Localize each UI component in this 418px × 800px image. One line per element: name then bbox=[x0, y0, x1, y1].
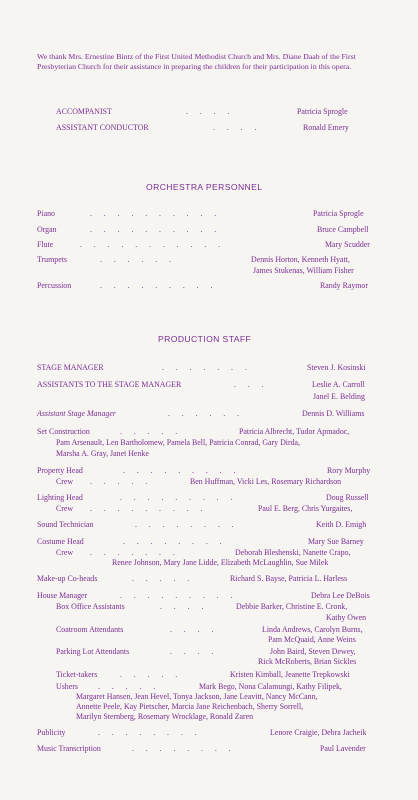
sound-label: Sound Technician bbox=[37, 520, 94, 529]
assistants-label: ASSISTANTS TO THE STAGE MANAGER bbox=[37, 380, 182, 389]
leader-dots: . . . . . bbox=[98, 682, 156, 691]
leader-dots: . . . . . . . bbox=[90, 548, 175, 557]
costume-crew-label: Crew bbox=[56, 548, 74, 557]
assistant-conductor-label: ASSISTANT CONDUCTOR bbox=[56, 123, 149, 132]
orchestra-heading: ORCHESTRA PERSONNEL bbox=[146, 182, 263, 192]
ushers-names-4: Marilyn Sternberg, Rosemary Wrocklage, Ronald Zaren bbox=[76, 712, 254, 721]
house-manager-label: House Manager bbox=[37, 591, 88, 600]
box-office-names-1: Debbie Barker, Christine E. Cronk, bbox=[236, 602, 348, 611]
property-crew-label: Crew bbox=[56, 477, 74, 486]
trumpets-names-1: Dennis Horton, Kenneth Hyatt, bbox=[251, 255, 350, 264]
sound-name: Keith D. Emigh bbox=[316, 520, 367, 529]
accompanist-name: Patricia Sprogle bbox=[297, 107, 348, 116]
percussion-name: Randy Raymor bbox=[320, 281, 368, 290]
parking-names-1: John Baird, Steven Dewey, bbox=[270, 647, 356, 656]
organ-label: Organ bbox=[37, 225, 57, 234]
assistants-name-2: Janel E. Belding bbox=[313, 392, 365, 401]
leader-dots: . . . . . . . . . bbox=[120, 591, 233, 600]
accompanist-label: ACCOMPANIST bbox=[56, 107, 112, 116]
leader-dots: . . . . . . . . . . . bbox=[80, 240, 221, 249]
costume-head-label: Costume Head bbox=[37, 537, 84, 546]
piano-name: Patricia Sprogle bbox=[313, 209, 364, 218]
intro-paragraph: We thank Mrs. Ernestine Bintz of the First United Methodist Church and Mrs. Diane Daab of the First Presbyterian Church for their assistance in preparing the children for their participation in this opera. bbox=[37, 52, 356, 72]
property-head-label: Property Head bbox=[37, 466, 83, 475]
asm-label: Assistant Stage Manager bbox=[37, 409, 116, 418]
ushers-label: Ushers bbox=[56, 682, 78, 691]
lighting-head-label: Lighting Head bbox=[37, 493, 83, 502]
parking-label: Parking Lot Attendants bbox=[56, 647, 130, 656]
coatroom-names-2: Pam McQuaid, Anne Weins bbox=[268, 635, 356, 644]
stage-manager-label: STAGE MANAGER bbox=[37, 363, 104, 372]
lighting-crew-names: Paul E. Berg, Chris Yurgaites, bbox=[258, 504, 353, 513]
ushers-names-3: Annette Peele, Kay Pietscher, Marcia Jane Reichenbach, Sherry Sorrell, bbox=[76, 702, 304, 711]
music-name: Paul Lavender bbox=[320, 744, 366, 753]
coatroom-names-1: Linda Andrews, Carolyn Burns, bbox=[262, 625, 363, 634]
leader-dots: . . . . . . . bbox=[162, 363, 247, 372]
leader-dots: . . . . . . . . . bbox=[120, 493, 233, 502]
makeup-names: Richard S. Bayse, Patricia L. Harless bbox=[230, 574, 348, 583]
house-manager-name: Debra Lee DeBois bbox=[311, 591, 370, 600]
lighting-crew-label: Crew bbox=[56, 504, 74, 513]
costume-head-name: Mary Sue Barney bbox=[308, 537, 364, 546]
leader-dots: . . . . bbox=[213, 123, 257, 132]
set-construction-names-3: Marsha A. Gray, Janet Henke bbox=[56, 449, 149, 458]
leader-dots: . . . . . bbox=[120, 427, 178, 436]
leader-dots: . . . . bbox=[160, 602, 204, 611]
leader-dots: . . . . . . bbox=[168, 409, 240, 418]
leader-dots: . . . bbox=[234, 380, 264, 389]
leader-dots: . . . . . . . . . bbox=[123, 466, 236, 475]
box-office-label: Box Office Assistants bbox=[56, 602, 125, 611]
leader-dots: . . . . . . . . bbox=[123, 537, 222, 546]
parking-names-2: Rick McRoberts, Brian Sickles bbox=[258, 657, 357, 666]
leader-dots: . . . . . bbox=[132, 574, 190, 583]
stage-manager-name: Steven J. Kosinski bbox=[307, 363, 366, 372]
ushers-names-1: Mark Bego, Nona Calamungi, Kathy Filipek, bbox=[199, 682, 342, 691]
leader-dots: . . . . . bbox=[120, 670, 178, 679]
assistant-conductor-name: Ronald Emery bbox=[303, 123, 349, 132]
leader-dots: . . . . bbox=[170, 647, 214, 656]
flute-name: Mary Scudder bbox=[325, 240, 370, 249]
lighting-head-name: Doug Russell bbox=[326, 493, 369, 502]
trumpets-label: Trumpets bbox=[37, 255, 67, 264]
set-construction-names-1: Patricia Albrecht, Tudor Apmadoc, bbox=[239, 427, 350, 436]
property-head-name: Rory Murphy bbox=[327, 466, 371, 475]
piano-label: Piano bbox=[37, 209, 55, 218]
makeup-label: Make-up Co-heads bbox=[37, 574, 98, 583]
box-office-names-2: Kathy Owen bbox=[326, 613, 367, 622]
publicity-label: Publicity bbox=[37, 728, 66, 737]
percussion-label: Percussion bbox=[37, 281, 72, 290]
ticket-takers-label: Ticket-takers bbox=[56, 670, 98, 679]
leader-dots: . . . . . . . . . . bbox=[90, 225, 217, 234]
property-crew-names: Ben Huffman, Vicki Les, Rosemary Richardson bbox=[190, 477, 342, 486]
music-label: Music Transcription bbox=[37, 744, 101, 753]
set-construction-names-2: Pam Arsenault, Len Bartholomew, Pamela Bell, Patricia Conrad, Gary Dirda, bbox=[56, 438, 301, 447]
publicity-names: Lenore Craigie, Debra Jacheik bbox=[270, 728, 367, 737]
flute-label: Flute bbox=[37, 240, 54, 249]
leader-dots: . . . . . . bbox=[100, 255, 172, 264]
production-heading: PRODUCTION STAFF bbox=[158, 334, 252, 344]
leader-dots: . . . . . . . . bbox=[135, 520, 234, 529]
organ-name: Bruce Campbell bbox=[317, 225, 369, 234]
leader-dots: . . . . . . . . . . bbox=[90, 209, 217, 218]
costume-crew-names-2: Renee Johnson, Mary Jane Lidde, Elizabeth McLaughlin, Sue Milek bbox=[112, 558, 329, 567]
leader-dots: . . . . . bbox=[90, 477, 148, 486]
leader-dots: . . . . . . . . . bbox=[90, 504, 203, 513]
set-construction-label: Set Construction bbox=[37, 427, 90, 436]
leader-dots: . . . . . . . . . bbox=[100, 281, 213, 290]
trumpets-names-2: James Stukenas, William Fisher bbox=[253, 266, 354, 275]
asm-name: Dennis D. Williams bbox=[302, 409, 365, 418]
leader-dots: . . . . bbox=[186, 107, 230, 116]
ticket-takers-names: Kristen Kimball, Jeanette Trepkowski bbox=[230, 670, 350, 679]
leader-dots: . . . . . . . . bbox=[132, 744, 231, 753]
ushers-names-2: Margaret Hansen, Jean Hevel, Tonya Jackson, Jane Leavitt, Nancy McCann, bbox=[76, 692, 318, 701]
leader-dots: . . . . . . . . bbox=[98, 728, 197, 737]
costume-crew-names-1: Deborah Bleshenski, Nanette Crapo, bbox=[235, 548, 351, 557]
coatroom-label: Coatroom Attendants bbox=[56, 625, 124, 634]
assistants-name-1: Leslie A. Carroll bbox=[312, 380, 365, 389]
leader-dots: . . . . bbox=[170, 625, 214, 634]
